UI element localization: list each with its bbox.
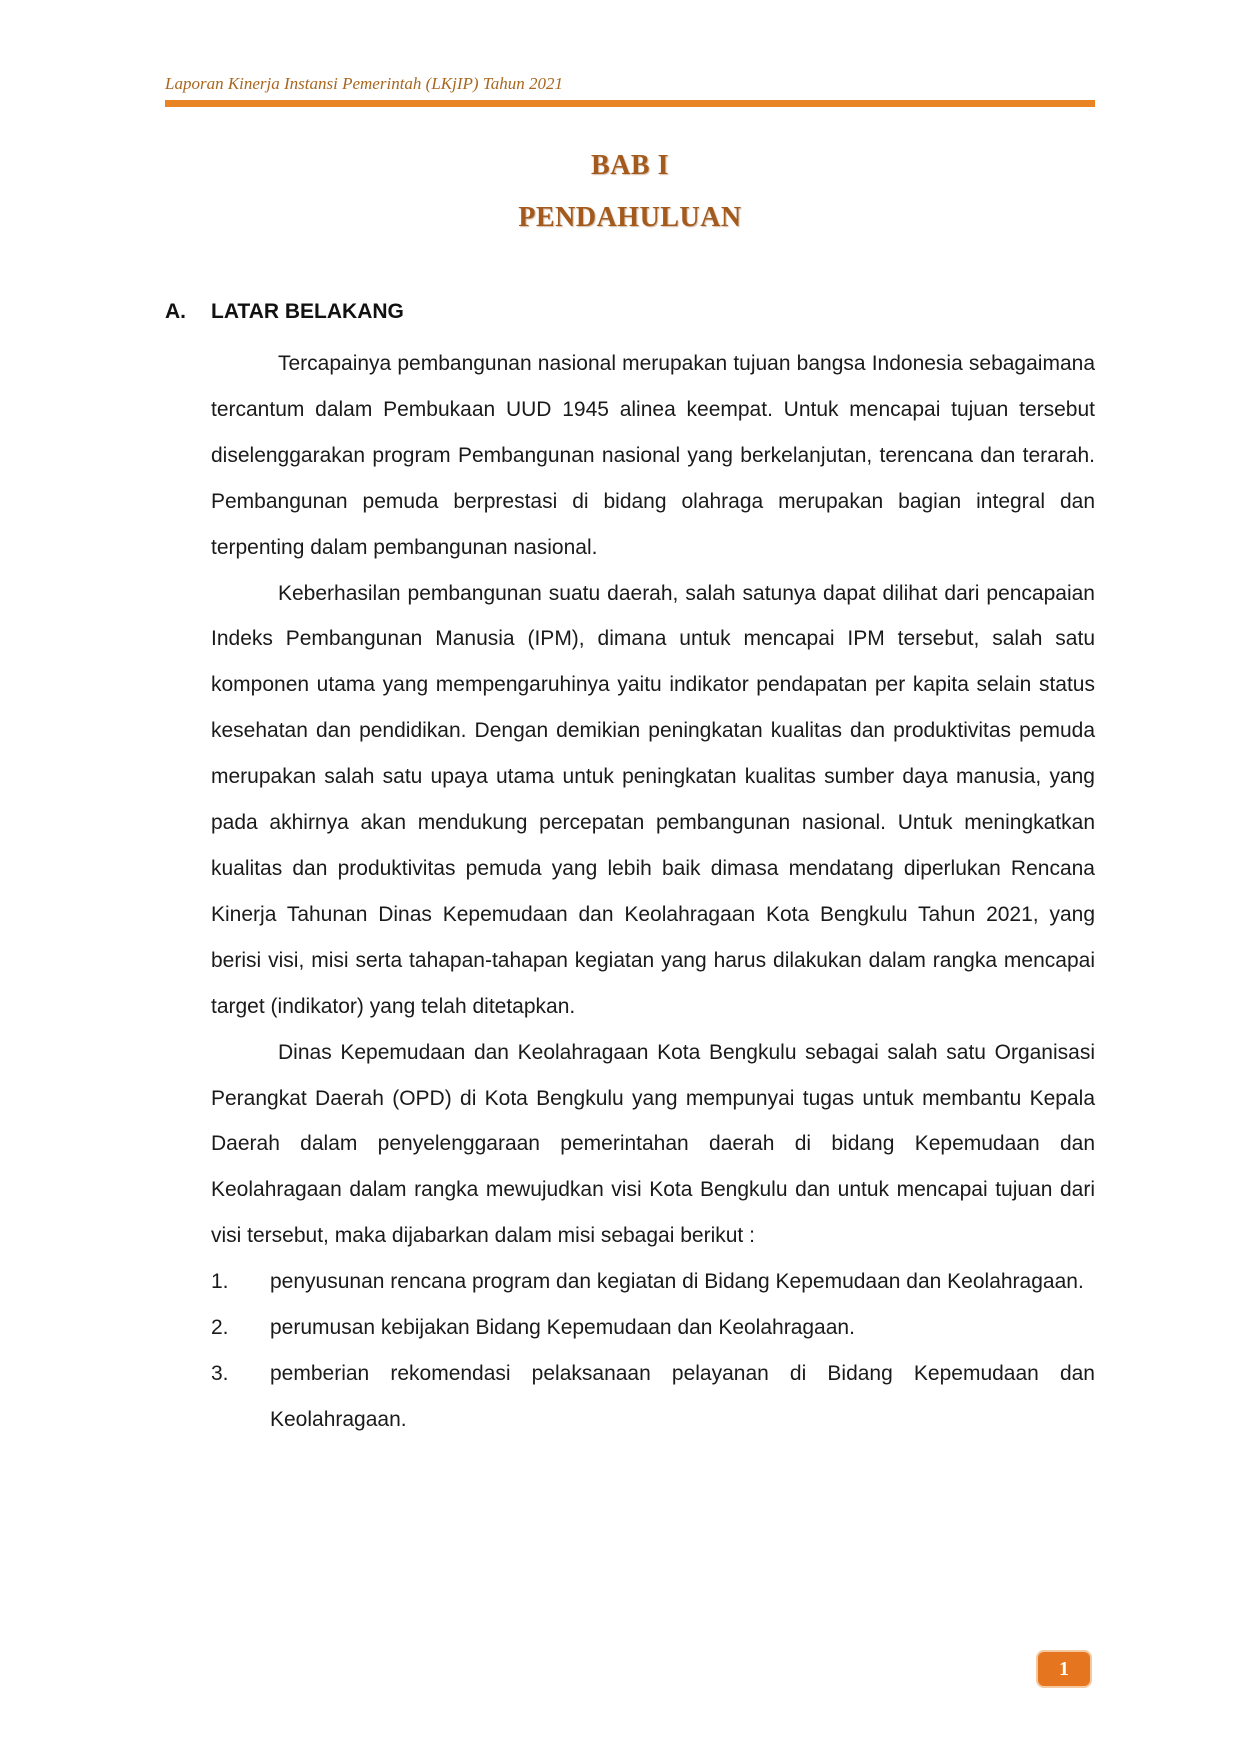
list-text: perumusan kebijakan Bidang Kepemudaan dan Keolahragaan.: [270, 1316, 855, 1340]
list-text: pemberian rekomendasi pelaksanaan pelayanan di Bidang Kepemudaan dan Keolahragaan.: [270, 1361, 1095, 1431]
list-text: penyusunan rencana program dan kegiatan di Bidang Kepemudaan dan Keolahragaan.: [270, 1270, 1084, 1294]
list-item: [211, 1259, 1095, 1305]
paragraph: Dinas Kepemudaan dan Keolahragaan Kota Bengkulu sebagai salah satu Organisasi Perangkat Daerah (OPD) di Kota Bengkulu yang mempunyai tugas untuk membantu Kepala Daerah dalam penyelenggaraan pemerintahan daerah di bidang Kepemudaan dan Keolahragaan dalam rangka mewujudkan visi Kota Bengkulu dan untuk mencapai tujuan dari visi tersebut, maka dijabarkan dalam misi sebagai berikut :: [211, 1040, 1095, 1248]
header-rule: [165, 100, 1095, 107]
running-header: Laporan Kinerja Instansi Pemerintah (LKjIP) Tahun 2021: [165, 74, 563, 93]
page-number-badge: 1: [1038, 1652, 1090, 1686]
body-text: [211, 341, 1095, 1443]
section-heading: [165, 300, 404, 324]
list-number: 3.: [211, 1361, 229, 1385]
mission-list: [211, 1259, 1095, 1443]
list-number: 1.: [211, 1270, 229, 1294]
chapter-title: PENDAHULUAN: [518, 202, 742, 233]
chapter-number: BAB I: [591, 150, 669, 181]
section-letter: A.: [165, 300, 186, 323]
list-item: [211, 1351, 1095, 1443]
list-number: 2.: [211, 1316, 229, 1340]
list-item: [211, 1305, 1095, 1351]
paragraph: Keberhasilan pembangunan suatu daerah, salah satunya dapat dilihat dari pencapaian Indeks Pembangunan Manusia (IPM), dimana untuk mencapai IPM tersebut, salah satu komponen utama yang mempengaruhinya yaitu indikator pendapatan per kapita selain status kesehatan dan pendidikan. Dengan demikian peningkatan kualitas dan produktivitas pemuda merupakan salah satu upaya utama untuk peningkatan kualitas sumber daya manusia, yang pada akhirnya akan mendukung percepatan pembangunan nasional. Untuk meningkatkan kualitas dan produktivitas pemuda yang lebih baik dimasa mendatang diperlukan Rencana Kinerja Tahunan Dinas Kepemudaan dan Keolahragaan Kota Bengkulu Tahun 2021, yang berisi visi, misi serta tahapan-tahapan kegiatan yang harus dilakukan dalam rangka mencapai target (indikator) yang telah ditetapkan.: [211, 581, 1095, 1018]
paragraph: Tercapainya pembangunan nasional merupakan tujuan bangsa Indonesia sebagaimana tercantum dalam Pembukaan UUD 1945 alinea keempat. Untuk mencapai tujuan tersebut diselenggarakan program Pembangunan nasional yang berkelanjutan, terencana dan terarah. Pembangunan pemuda berprestasi di bidang olahraga merupakan bagian integral dan terpenting dalam pembangunan nasional.: [211, 352, 1095, 559]
section-title: LATAR BELAKANG: [211, 300, 404, 323]
